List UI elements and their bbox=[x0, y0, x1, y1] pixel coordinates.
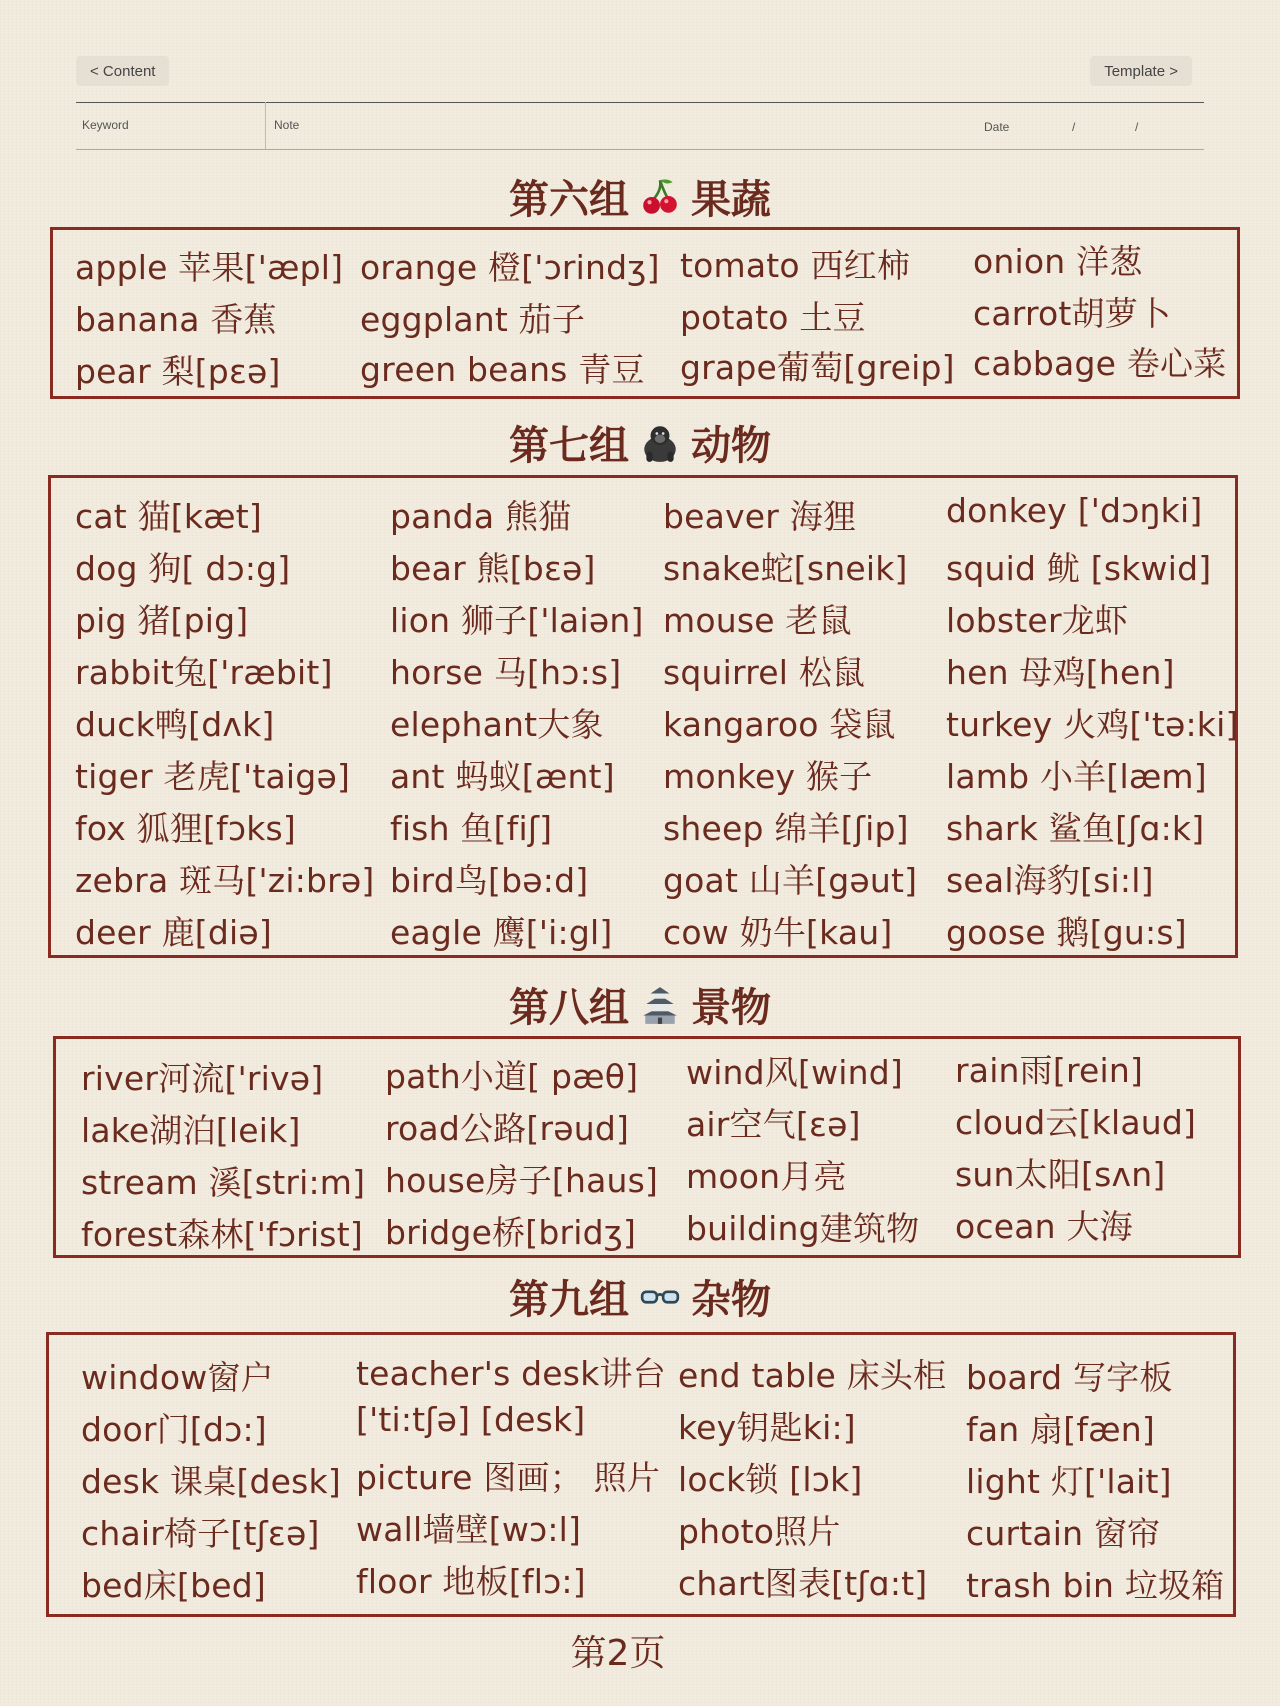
list-item: goose 鹅[gu:s] bbox=[946, 913, 1187, 952]
template-button[interactable]: Template > bbox=[1090, 56, 1192, 86]
list-item: lock锁 [lɔk] bbox=[678, 1460, 863, 1499]
list-item: sheep 绵羊[ʃip] bbox=[663, 809, 909, 848]
group-title-prefix: 第九组 bbox=[509, 1277, 629, 1323]
keyword-label: Keyword bbox=[82, 118, 129, 132]
list-item: kangaroo 袋鼠 bbox=[663, 705, 896, 744]
list-item: floor 地板[flɔ:] bbox=[356, 1562, 586, 1601]
list-item: lake湖泊[leik] bbox=[81, 1111, 301, 1150]
list-item: fish 鱼[fiʃ] bbox=[390, 809, 553, 848]
cherry-icon bbox=[639, 176, 681, 218]
list-item: bear 熊[bεə] bbox=[390, 549, 596, 588]
list-item: eagle 鹰['i:gl] bbox=[390, 913, 613, 952]
list-item: goat 山羊[gəut] bbox=[663, 861, 918, 900]
group-title-prefix: 第七组 bbox=[509, 423, 629, 469]
list-item: ant 蚂蚁[ænt] bbox=[390, 757, 615, 796]
group-title-9 bbox=[0, 1268, 1280, 1325]
list-item: house房子[haus] bbox=[385, 1161, 659, 1200]
list-item: carrot胡萝卜 bbox=[973, 294, 1172, 333]
glasses-icon bbox=[639, 1276, 681, 1318]
list-item: lobster龙虾 bbox=[946, 601, 1129, 640]
list-item: picture 图画； 照片 bbox=[356, 1458, 661, 1497]
list-item: ['ti:tʃə] [desk] bbox=[356, 1400, 586, 1439]
list-item: horse 马[hɔ:s] bbox=[390, 653, 622, 692]
list-item: cat 猫[kæt] bbox=[75, 497, 262, 536]
group-title-prefix: 第八组 bbox=[509, 985, 629, 1031]
list-item: moon月亮 bbox=[686, 1157, 847, 1196]
list-item: trash bin 垃圾箱 bbox=[966, 1566, 1225, 1605]
list-item: light 灯['lait] bbox=[966, 1462, 1172, 1501]
list-item: panda 熊猫 bbox=[390, 497, 572, 536]
list-item: snake蛇[sneik] bbox=[663, 549, 908, 588]
list-item: ocean 大海 bbox=[955, 1207, 1133, 1246]
group-title-8 bbox=[0, 976, 1280, 1033]
content-back-button[interactable]: < Content bbox=[76, 56, 169, 86]
list-item: road公路[rəud] bbox=[385, 1109, 630, 1148]
group-box-8 bbox=[53, 1036, 1241, 1258]
list-item: chart图表[tʃɑ:t] bbox=[678, 1564, 928, 1603]
list-item: dog 狗[ dɔ:g] bbox=[75, 549, 291, 588]
list-item: bird鸟[bə:d] bbox=[390, 861, 589, 900]
list-item: air空气[εə] bbox=[686, 1105, 861, 1144]
group-title-prefix: 第六组 bbox=[509, 177, 629, 223]
list-item: fan 扇[fæn] bbox=[966, 1410, 1155, 1449]
group-title-suffix: 杂物 bbox=[691, 1277, 771, 1323]
list-item: turkey 火鸡['tə:ki] bbox=[946, 705, 1239, 744]
group-title-suffix: 动物 bbox=[691, 423, 771, 469]
list-item: cabbage 卷心菜 bbox=[973, 344, 1227, 383]
list-item: hen 母鸡[hen] bbox=[946, 653, 1175, 692]
list-item: elephant大象 bbox=[390, 705, 604, 744]
list-item: cloud云[klaud] bbox=[955, 1103, 1197, 1142]
list-item: grape葡萄[greip] bbox=[680, 348, 955, 387]
list-item: beaver 海狸 bbox=[663, 497, 857, 536]
list-item: seal海豹[si:l] bbox=[946, 861, 1154, 900]
list-item: wall墙壁[wɔ:l] bbox=[356, 1510, 582, 1549]
date-label: Date bbox=[984, 120, 1010, 134]
list-item: rabbit兔['ræbit] bbox=[75, 653, 333, 692]
list-item: banana 香蕉 bbox=[75, 300, 277, 339]
list-item: pear 梨[pεə] bbox=[75, 352, 281, 391]
list-item: bridge桥[bridʒ] bbox=[385, 1213, 637, 1252]
list-item: photo照片 bbox=[678, 1512, 841, 1551]
list-item: donkey ['dɔŋki] bbox=[946, 491, 1203, 530]
list-item: monkey 猴子 bbox=[663, 757, 873, 796]
list-item: shark 鲨鱼[ʃɑ:k] bbox=[946, 809, 1205, 848]
list-item: wind风[wind] bbox=[686, 1053, 903, 1092]
list-item: door门[dɔ:] bbox=[81, 1410, 267, 1449]
list-item: bed床[bed] bbox=[81, 1566, 266, 1605]
list-item: apple 苹果['æpl] bbox=[75, 248, 344, 287]
list-item: fox 狐狸[fɔks] bbox=[75, 809, 297, 848]
list-item: rain雨[rein] bbox=[955, 1051, 1144, 1090]
group-title-suffix: 果蔬 bbox=[691, 177, 771, 223]
gorilla-icon bbox=[639, 422, 681, 464]
list-item: squirrel 松鼠 bbox=[663, 653, 866, 692]
group-box-9 bbox=[46, 1332, 1236, 1617]
list-item: pig 猪[pig] bbox=[75, 601, 249, 640]
list-item: river河流['rivə] bbox=[81, 1059, 324, 1098]
list-item: tiger 老虎['taigə] bbox=[75, 757, 351, 796]
group-box-7 bbox=[48, 475, 1238, 958]
header-top-rule bbox=[76, 102, 1204, 103]
header-divider bbox=[265, 102, 266, 149]
list-item: teacher's desk讲台 bbox=[356, 1354, 666, 1393]
date-slash: / bbox=[1135, 120, 1139, 134]
list-item: squid 鱿 [skwid] bbox=[946, 549, 1212, 588]
list-item: stream 溪[stri:m] bbox=[81, 1163, 366, 1202]
list-item: end table 床头柜 bbox=[678, 1356, 947, 1395]
list-item: onion 洋葱 bbox=[973, 242, 1143, 281]
list-item: zebra 斑马['zi:brə] bbox=[75, 861, 375, 900]
list-item: key钥匙ki:] bbox=[678, 1408, 856, 1447]
list-item: desk 课桌[desk] bbox=[81, 1462, 341, 1501]
list-item: lamb 小羊[læm] bbox=[946, 757, 1207, 796]
list-item: curtain 窗帘 bbox=[966, 1514, 1161, 1553]
note-label: Note bbox=[274, 118, 300, 132]
list-item: path小道[ pæθ] bbox=[385, 1057, 639, 1096]
list-item: mouse 老鼠 bbox=[663, 601, 852, 640]
list-item: orange 橙['ɔrindʒ] bbox=[360, 248, 660, 287]
group-box-6 bbox=[50, 227, 1240, 399]
list-item: deer 鹿[diə] bbox=[75, 913, 272, 952]
group-title-6 bbox=[0, 168, 1280, 225]
list-item: cow 奶牛[kau] bbox=[663, 913, 893, 952]
group-title-suffix: 景物 bbox=[691, 985, 771, 1031]
list-item: board 写字板 bbox=[966, 1358, 1173, 1397]
list-item: lion 狮子['laiən] bbox=[390, 601, 644, 640]
list-item: green beans 青豆 bbox=[360, 350, 645, 389]
group-title-7 bbox=[0, 414, 1280, 471]
list-item: building建筑物 bbox=[686, 1209, 920, 1248]
list-item: forest森林['fɔrist] bbox=[81, 1215, 363, 1254]
list-item: window窗户 bbox=[81, 1358, 274, 1397]
castle-icon bbox=[639, 984, 681, 1026]
date-slash: / bbox=[1072, 120, 1076, 134]
list-item: chair椅子[tʃεə] bbox=[81, 1514, 320, 1553]
list-item: potato 土豆 bbox=[680, 298, 866, 337]
list-item: sun太阳[sʌn] bbox=[955, 1155, 1166, 1194]
header-bottom-rule bbox=[76, 149, 1204, 150]
page-number: 第2页 bbox=[570, 1633, 666, 1674]
list-item: eggplant 茄子 bbox=[360, 300, 586, 339]
list-item: tomato 西红柿 bbox=[680, 246, 911, 285]
list-item: duck鸭[dʌk] bbox=[75, 705, 275, 744]
